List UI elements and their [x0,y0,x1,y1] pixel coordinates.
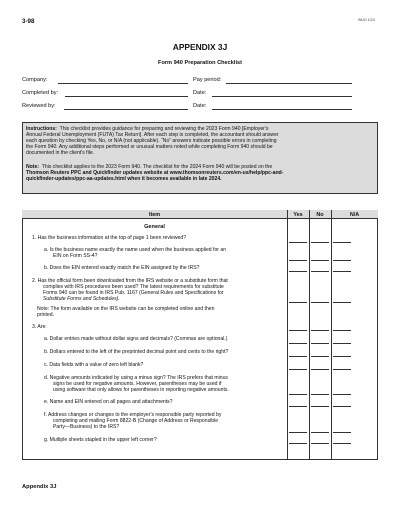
item-text: using software that only allows for parentheses in reporting negative amounts. [53,387,229,394]
answer-yes[interactable] [289,343,307,344]
answer-na[interactable] [333,271,351,272]
item-text: f. Address changes or changes to the employer's responsible party reported by [44,412,222,418]
item-text: g. Multiple sheets stapled in the upper left corner? [44,437,157,443]
completed-by-field[interactable] [65,96,188,97]
document-code: WUG 1/24 [358,18,375,22]
item-text: Substitute Forms and Schedules). [43,296,120,303]
answer-na[interactable] [333,242,351,243]
company-field[interactable] [58,83,188,84]
list-item [44,247,286,259]
answer-yes[interactable] [289,369,307,370]
item-text: Forms 940 can be found in IRS Pub. 1167 (General Rules and Specifications for [43,290,224,297]
list-item [44,412,286,430]
note-line: This checklist applies to the 2023 Form 940. The checklist for the 2024 Form 940 will be posted on the [41,164,273,170]
date-field[interactable] [212,96,352,97]
item-text: printed. [37,312,54,319]
answer-yes[interactable] [289,302,307,303]
list-item [44,399,286,405]
list-item [44,349,286,355]
answer-no[interactable] [311,369,329,370]
list-item [32,278,287,302]
answer-na[interactable] [333,443,351,444]
answer-no[interactable] [311,356,329,357]
instructions-line: This checklist provides guidance for preparing and reviewing the 2023 Form 940 [Employer's [59,126,269,132]
answer-na[interactable] [333,406,351,407]
pay-period-field[interactable] [226,83,352,84]
reviewed-by-label: Reviewed by: [22,103,56,109]
item-text: a. Is the business name exactly the name used when the business applied for an [44,247,227,253]
list-item [44,336,286,342]
item-text: signs be used for negative amounts. However, parentheses may be used if [53,381,222,388]
header-no: No [316,211,324,218]
footer-label: Appendix 3J [22,484,57,490]
answer-yes[interactable] [289,406,307,407]
answer-no[interactable] [311,242,329,243]
list-item [44,265,286,271]
date-label: Date: [193,90,207,96]
answer-yes[interactable] [289,356,307,357]
item-text: Party—Business) to the IRS? [53,424,120,431]
answer-na[interactable] [333,432,351,433]
column-divider [331,210,332,460]
item-text: 2. Has the official form been downloaded from the IRS website or a substitute form that [32,278,228,284]
answer-no[interactable] [311,343,329,344]
item-text: c. Data fields with a value of zero left blank? [44,362,144,368]
answer-na[interactable] [333,394,351,395]
list-item [32,235,287,241]
column-divider [309,210,310,460]
list-item [44,362,286,368]
header-na: N/A [349,211,360,218]
instructions-line: the Form 940. Any additional steps performed or unusual matters noted while completing Form 940 should be [26,144,273,151]
note-text [26,164,376,182]
item-text: b. Does the EIN entered exactly match the EIN assigned by the IRS? [44,265,200,271]
company-label: Company: [22,77,48,83]
answer-yes[interactable] [289,432,307,433]
list-item [44,437,286,443]
item-text: complies with IRS procedures been used? The latest requirements for substitute [43,284,224,291]
review-date-field[interactable] [212,109,352,110]
page-number: 3-98 [22,18,35,25]
answer-na[interactable] [333,260,351,261]
note-line: Thomson Reuters PPC and Quickfinder updates website at www.thomsonreuters.com/en-us/help/ppc-and- [26,170,284,177]
column-divider [287,210,288,460]
answer-no[interactable] [311,406,329,407]
answer-na[interactable] [333,356,351,357]
instructions-line: documented in the client's file. [26,150,95,157]
section-general: General [144,224,165,230]
answer-no[interactable] [311,271,329,272]
page-subtitle: Form 940 Preparation Checklist [158,60,242,66]
item-text: a. Dollar entries made without dollar signs and decimals? (Commas are optional.) [44,336,228,342]
answer-na[interactable] [333,343,351,344]
answer-yes[interactable] [289,242,307,243]
answer-no[interactable] [311,302,329,303]
answer-no[interactable] [311,260,329,261]
item-text: EIN on Form SS-4? [53,253,98,260]
item-text: Note: The form available on the IRS website can be completed online and then [37,306,215,312]
answer-yes[interactable] [289,271,307,272]
answer-na[interactable] [333,330,351,331]
instructions-text [26,126,376,156]
note-line: quickfinder-updates/ppc-aa-updates.html when it becomes available in late 2024. [26,176,222,183]
page-title: APPENDIX 3J [172,42,228,52]
item-text: 3. Are: [32,324,47,330]
answer-yes[interactable] [289,260,307,261]
instructions-label: Instructions: [26,126,57,132]
instructions-line: Annual Federal Unemployment (FUTA) Tax Return]. After each step is completed, the accountant should answer [26,132,279,139]
pay-period-label: Pay period: [193,77,222,83]
header-item: Item [148,211,161,218]
list-item [32,324,287,330]
answer-no[interactable] [311,443,329,444]
completed-by-label: Completed by: [22,90,59,96]
reviewed-by-field[interactable] [64,109,188,110]
item-text: completing and mailing Form 8822-B (Change of Address or Responsible [53,418,219,425]
answer-na[interactable] [333,302,351,303]
instructions-line: each question by checking Yes, No, or N/A (not applicable). “No” answers indicate possible errors in completing [26,138,277,145]
item-text: b. Dollars entered to the left of the preprinted decimal point and cents to the right? [44,349,229,355]
note-label: Note: [26,164,40,170]
answer-yes[interactable] [289,394,307,395]
answer-yes[interactable] [289,443,307,444]
answer-no[interactable] [311,432,329,433]
item-text: d. Negative amounts indicated by using a minus sign? The IRS prefers that minus [44,375,228,381]
review-date-label: Date: [193,103,207,109]
answer-na[interactable] [333,369,351,370]
list-item [44,375,286,393]
item-text: 1. Has the business information at the top of page 1 been reviewed? [32,235,187,241]
answer-yes[interactable] [289,330,307,331]
header-yes: Yes [293,211,303,218]
answer-no[interactable] [311,394,329,395]
list-item [37,306,287,318]
item-text: e. Name and EIN entered on all pages and attachments? [44,399,173,405]
answer-no[interactable] [311,330,329,331]
